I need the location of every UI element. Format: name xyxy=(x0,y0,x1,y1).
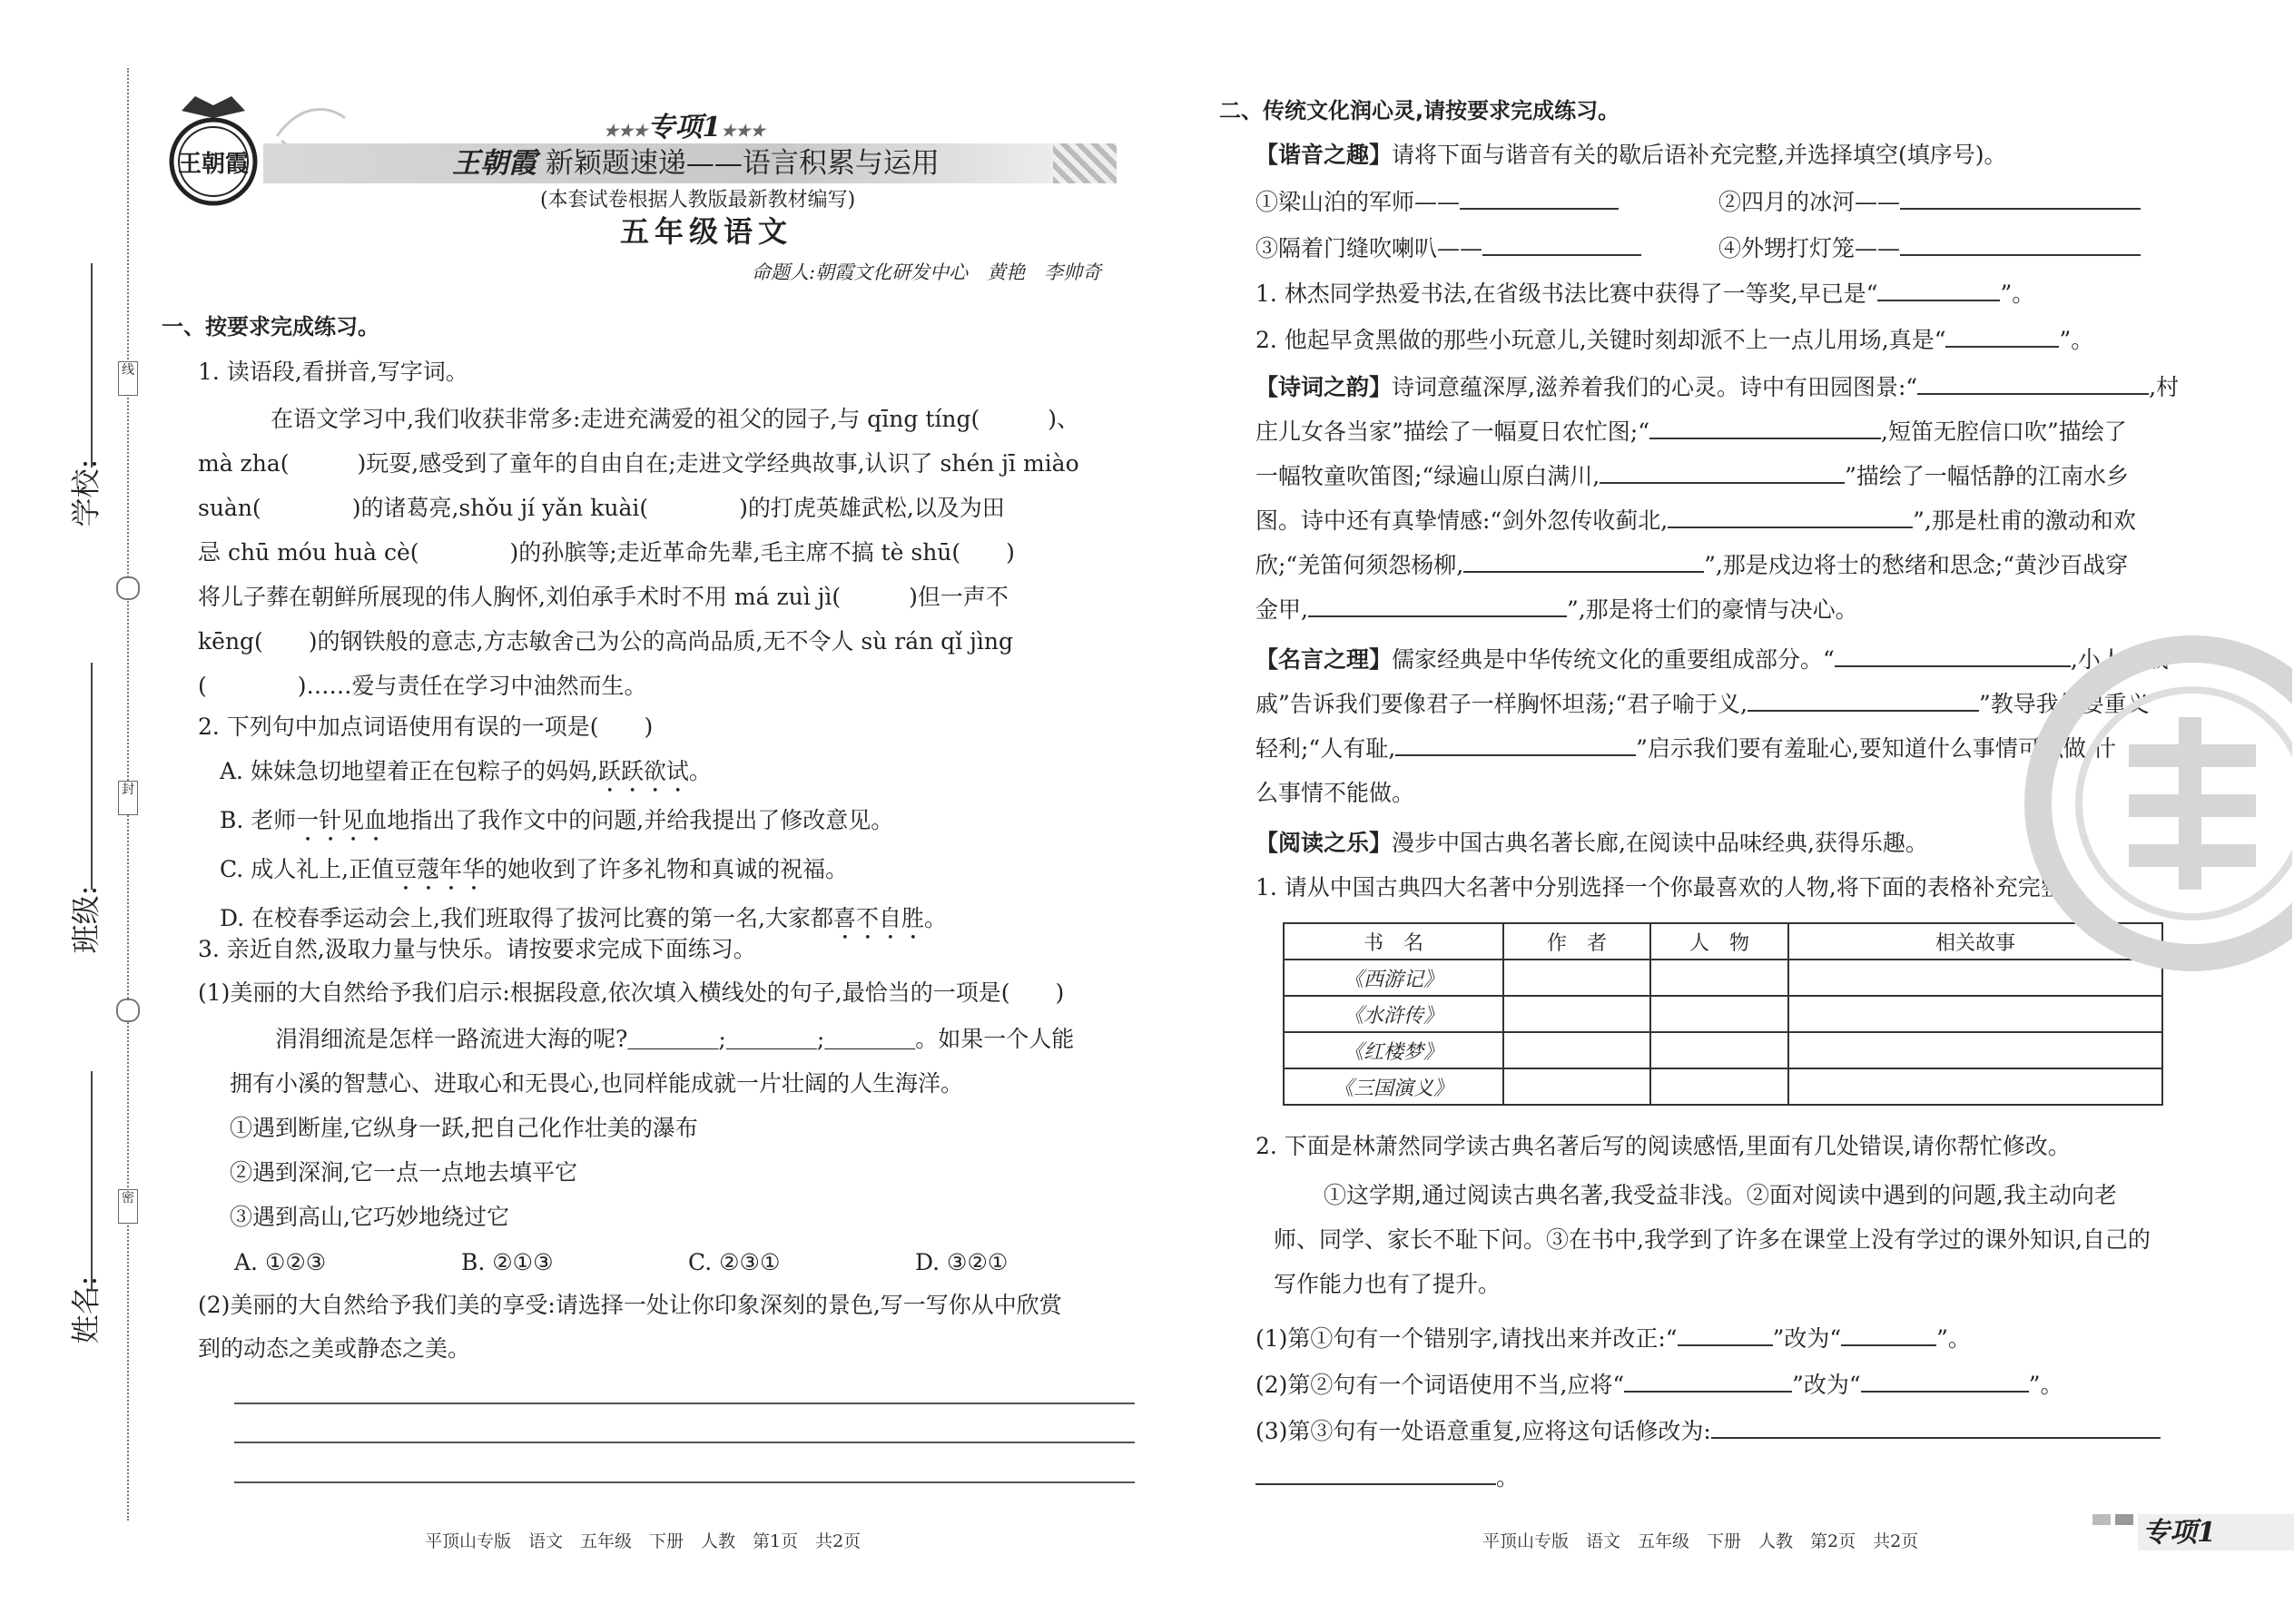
sub-question-2: (2)第②句有一个词语使用不当,应将“ ”改为“ ”。 xyxy=(1255,1372,2063,1398)
question-3: 3. 亲近自然,汲取力量与快乐。请按要求完成下面练习。 xyxy=(198,936,756,962)
footer-left: 平顶山专版 语文 五年级 下册 人教 第1页 共2页 xyxy=(425,1531,861,1551)
table-cell[interactable] xyxy=(1650,1032,1788,1068)
corner-decoration xyxy=(2092,1514,2111,1525)
class-label: 班级: xyxy=(68,885,103,954)
checker-decoration xyxy=(1053,143,1117,183)
blank[interactable] xyxy=(1678,1324,1773,1346)
table-cell[interactable] xyxy=(1503,1068,1650,1105)
q3-1-line: 拥有小溪的智慧心、进取心和无畏心,也同样能成就一片壮阔的人生海洋。 xyxy=(230,1070,963,1097)
q2-option-c[interactable]: C. 成人礼上,正值豆蔻年华的她收到了许多礼物和真诚的祝福。 xyxy=(220,856,849,882)
xieyin-item-3: ③隔着门缝吹喇叭—— xyxy=(1255,234,1641,262)
xieyin-block xyxy=(1255,141,2006,169)
shici-block xyxy=(1255,365,2209,632)
sub-question-3: (3)第③句有一处语意重复,应将这句话修改为: xyxy=(1255,1417,2161,1445)
footer-right: 平顶山专版 语文 五年级 下册 人教 第2页 共2页 xyxy=(1482,1531,1919,1551)
question-1: 1. 读语段,看拼音,写字词。 xyxy=(198,359,468,385)
shici-tag: 【诗词之韵】 xyxy=(1255,374,1393,400)
blank[interactable] xyxy=(1748,690,1979,712)
mingyan-line: 么事情不能做。 xyxy=(1255,780,1415,806)
class-field[interactable] xyxy=(91,663,93,890)
table-cell[interactable] xyxy=(1788,996,2162,1032)
binding-hole-1 xyxy=(116,576,140,600)
sub-question-1: (1)第①句有一个错别字,请找出来并改正:“ ”改为“ ”。 xyxy=(1255,1325,1971,1352)
binding-mark-line: 线 xyxy=(118,361,138,396)
blank[interactable] xyxy=(1255,1463,1496,1485)
passage-line: 师、同学、家长不耻下问。③在书中,我学到了许多在课堂上没有学过的课外知识,自己的 xyxy=(1274,1226,2151,1253)
dotted-word: 一针见血 xyxy=(296,807,388,833)
passage-line: ①这学期,通过阅读古典名著,我受益非浅。②面对阅读中遇到的问题,我主动向老 xyxy=(1324,1182,2117,1208)
dotted-word: 跃跃欲试 xyxy=(597,758,689,784)
mingyan-line: 戚”告诉我们要像君子一样胸怀坦荡;“君子喻于义, ”教导我们要重义 xyxy=(1255,691,2150,717)
blank[interactable] xyxy=(1900,234,2141,256)
corner-label: 专项1 xyxy=(2142,1517,2216,1549)
series-title: 专项1 xyxy=(647,112,722,143)
q3-choice-b[interactable]: B. ②①③ xyxy=(461,1249,554,1275)
binding-mark-seal: 封 xyxy=(118,781,138,815)
q1-line: suàn( )的诸葛亮,shǒu jí yǎn kuài( )的打虎英雄武松,以及为田 xyxy=(198,495,1005,521)
table-cell[interactable] xyxy=(1650,960,1788,996)
school-field[interactable] xyxy=(91,263,93,468)
table-cell[interactable] xyxy=(1650,1068,1788,1105)
blank[interactable] xyxy=(1877,280,2000,301)
q3-1-line: 涓涓细流是怎样一路流进大海的呢?＿＿＿＿;＿＿＿＿;＿＿＿＿。如果一个人能 xyxy=(275,1026,1075,1052)
blank[interactable] xyxy=(1649,418,1881,439)
q1-line: mà zha( )玩耍,感受到了童年的自由自在;走进文学经典故事,认识了 shén jī miào xyxy=(198,450,1079,477)
blank[interactable] xyxy=(1624,1371,1792,1393)
answer-line[interactable] xyxy=(234,1442,1135,1443)
section-1-heading: 一、按要求完成练习。 xyxy=(162,314,379,340)
table-cell[interactable] xyxy=(1503,960,1650,996)
subtitle: (本套试卷根据人教版最新教材编写) xyxy=(540,189,856,212)
book-name: 《水浒传》 xyxy=(1284,996,1503,1032)
q3-choice-a[interactable]: A. ①②③ xyxy=(234,1249,327,1275)
watermark-seal xyxy=(2020,626,2292,980)
shici-line: 一幅牧童吹笛图;“绿遍山原白满川, ”描绘了一幅恬静的江南水乡 xyxy=(1255,463,2129,489)
q3-1-passage xyxy=(198,1017,1142,1239)
school-label: 学校: xyxy=(68,458,103,527)
mingyan-tag: 【名言之理】 xyxy=(1255,646,1393,673)
q1-line: 将儿子葬在朝鲜所展现的伟人胸怀,刘伯承手术时不用 má zuì jì( )但一声不 xyxy=(198,584,1009,610)
q2-options xyxy=(220,749,1146,945)
blank[interactable] xyxy=(1463,551,1704,573)
table-row xyxy=(1284,1032,2162,1068)
blank[interactable] xyxy=(1668,507,1913,528)
book-name: 《西游记》 xyxy=(1284,960,1503,996)
answer-line[interactable] xyxy=(234,1481,1135,1483)
yuedu-tag: 【阅读之乐】 xyxy=(1255,830,1393,856)
question-3-1: (1)美丽的大自然给予我们启示:根据段意,依次填入横线处的句子,最恰当的一项是( ) xyxy=(198,979,1065,1006)
answer-line[interactable] xyxy=(234,1403,1135,1404)
shici-line: 【诗词之韵】诗词意蕴深厚,滋养着我们的心灵。诗中有田园图景:“ ,村 xyxy=(1255,374,2180,400)
xieyin-intro: 请将下面与谐音有关的歇后语补充完整,并选择填空(填序号)。 xyxy=(1392,142,2007,168)
mingyan-line: 【名言之理】儒家经典是中华传统文化的重要组成部分。“ ,小人长戚 xyxy=(1255,646,2169,673)
q1-line: 在语文学习中,我们收获非常多:走进充满爱的祖父的园子,与 qīng tíng( )、 xyxy=(271,406,1079,432)
book-name: 《三国演义》 xyxy=(1284,1068,1503,1105)
blank[interactable] xyxy=(1711,1417,2161,1439)
q2-option-d[interactable]: D. 在校春季运动会上,我们班取得了拔河比赛的第一名,大家都喜不自胜。 xyxy=(220,905,947,931)
xieyin-q1: 1. 林杰同学热爱书法,在省级书法比赛中获得了一等奖,早已是“ ”。 xyxy=(1255,281,2035,307)
blank[interactable] xyxy=(1841,1324,1936,1346)
q1-passage xyxy=(198,397,1142,708)
blank[interactable] xyxy=(1900,188,2141,210)
q1-line: ( )……爱与责任在学习中油然而生。 xyxy=(198,673,647,699)
q3-item: ②遇到深涧,它一点一点地去填平它 xyxy=(230,1159,577,1186)
q3-choice-c[interactable]: C. ②③① xyxy=(688,1249,781,1275)
question-3-2-cont: 到的动态之美或静态之美。 xyxy=(198,1335,471,1362)
binding-hole-2 xyxy=(116,999,140,1022)
yuedu-q2: 2. 下面是林萧然同学读古典名著后写的阅读感悟,里面有几处错误,请你帮忙修改。 xyxy=(1255,1133,2071,1159)
table-header: 作 者 xyxy=(1503,923,1650,960)
shici-line: 图。诗中还有真挚情感:“剑外忽传收蓟北, ”,那是杜甫的激动和欢 xyxy=(1255,507,2136,534)
table-header: 书 名 xyxy=(1284,923,1503,960)
table-header: 相关故事 xyxy=(1788,923,2162,960)
q3-choice-d[interactable]: D. ③②① xyxy=(915,1249,1009,1275)
binding-mark-secret: 密 xyxy=(118,1189,138,1224)
name-field[interactable] xyxy=(91,1071,93,1289)
mingyan-line: 轻利;“人有耻, ”启示我们要有羞耻心,要知道什么事情可以做,什 xyxy=(1255,735,2116,762)
dotted-word: 豆蔻年华 xyxy=(394,856,486,882)
title-brand: 王朝霞 xyxy=(452,147,537,180)
table-row xyxy=(1284,996,2162,1032)
table-cell[interactable] xyxy=(1650,996,1788,1032)
yuedu-q1: 1. 请从中国古典四大名著中分别选择一个你最喜欢的人物,将下面的表格补充完整。 xyxy=(1255,874,2086,901)
author-line: 命题人:朝霞文化研发中心 黄艳 李帅奇 xyxy=(752,261,1102,283)
blank[interactable] xyxy=(1395,734,1636,756)
title-text: 新颖题速递——语言积累与运用 xyxy=(545,147,940,180)
blank[interactable] xyxy=(1482,234,1641,256)
series-badge: ★★★专项1★★★ xyxy=(604,112,765,143)
table-cell[interactable] xyxy=(1503,996,1650,1032)
q1-line: kēng( )的钢铁般的意志,方志敏舍己为公的高尚品质,无不令人 sù rán qǐ jìng xyxy=(198,628,1013,655)
table-cell[interactable] xyxy=(1788,1032,2162,1068)
shici-line: 欣;“羌笛何须怨杨柳, ”,那是戍边将士的愁绪和思念;“黄沙百战穿 xyxy=(1255,552,2129,578)
yuedu-q2-passage xyxy=(1274,1173,2218,1306)
blank[interactable] xyxy=(1945,326,2059,348)
dotted-word: 喜不自胜 xyxy=(832,905,924,931)
section-2-heading: 二、传统文化润心灵,请按要求完成练习。 xyxy=(1219,98,1620,123)
table-cell[interactable] xyxy=(1503,1032,1650,1068)
passage-line: 写作能力也有了提升。 xyxy=(1274,1271,1501,1297)
table-cell[interactable] xyxy=(1788,1068,2162,1105)
xieyin-tag: 【谐音之趣】 xyxy=(1255,142,1393,168)
blank[interactable] xyxy=(1600,462,1845,484)
shici-line: 庄儿女各当家”描绘了一幅夏日农忙图;“ ,短笛无腔信口吹”描绘了 xyxy=(1255,418,2127,445)
q2-option-a[interactable]: A. 妹妹急切地望着正在包粽子的妈妈,跃跃欲试。 xyxy=(220,758,712,784)
q1-line: 忌 chū móu huà cè( )的孙膑等;走近革命先辈,毛主席不搞 tè shū( ) xyxy=(198,539,1015,566)
xieyin-q2: 2. 他起早贪黑做的那些小玩意儿,关键时刻却派不上一点儿用场,真是“ ”。 xyxy=(1255,327,2094,353)
table-row xyxy=(1284,1068,2162,1105)
q2-option-b[interactable]: B. 老师一针见血地指出了我作文中的问题,并给我提出了修改意见。 xyxy=(220,807,894,833)
blank[interactable] xyxy=(1861,1371,2029,1393)
grade-title: 五年级语文 xyxy=(620,214,793,249)
shici-line: 金甲, ”,那是将士们的豪情与决心。 xyxy=(1255,596,1858,623)
q3-item: ①遇到断崖,它纵身一跃,把自己化作壮美的瀑布 xyxy=(230,1115,698,1141)
question-3-2: (2)美丽的大自然给予我们美的享受:请选择一处让你印象深刻的景色,写一写你从中欣赏 xyxy=(198,1292,1062,1318)
sub-question-3-cont: 。 xyxy=(1255,1463,1519,1491)
q3-item: ③遇到高山,它巧妙地绕过它 xyxy=(230,1204,509,1230)
xieyin-item-2: ②四月的冰河—— xyxy=(1718,188,2141,216)
blank[interactable] xyxy=(1308,595,1567,617)
logo-text: 王朝霞 xyxy=(177,151,249,178)
question-2: 2. 下列句中加点词语使用有误的一项是( ) xyxy=(198,714,654,740)
blank[interactable] xyxy=(1460,188,1619,210)
book-name: 《红楼梦》 xyxy=(1284,1032,1503,1068)
yuedu-block xyxy=(1255,829,1928,857)
name-label: 姓名: xyxy=(68,1275,103,1344)
blank[interactable] xyxy=(1917,373,2149,395)
yuedu-intro: 漫步中国古典名著长廊,在阅读中品味经典,获得乐趣。 xyxy=(1392,830,1928,856)
table-header: 人 物 xyxy=(1650,923,1788,960)
xieyin-item-1: ①梁山泊的军师—— xyxy=(1255,188,1619,216)
xieyin-item-4: ④外甥打灯笼—— xyxy=(1718,234,2141,262)
corner-decoration xyxy=(2115,1514,2133,1525)
page-title xyxy=(452,145,940,182)
brand-logo xyxy=(163,91,263,209)
